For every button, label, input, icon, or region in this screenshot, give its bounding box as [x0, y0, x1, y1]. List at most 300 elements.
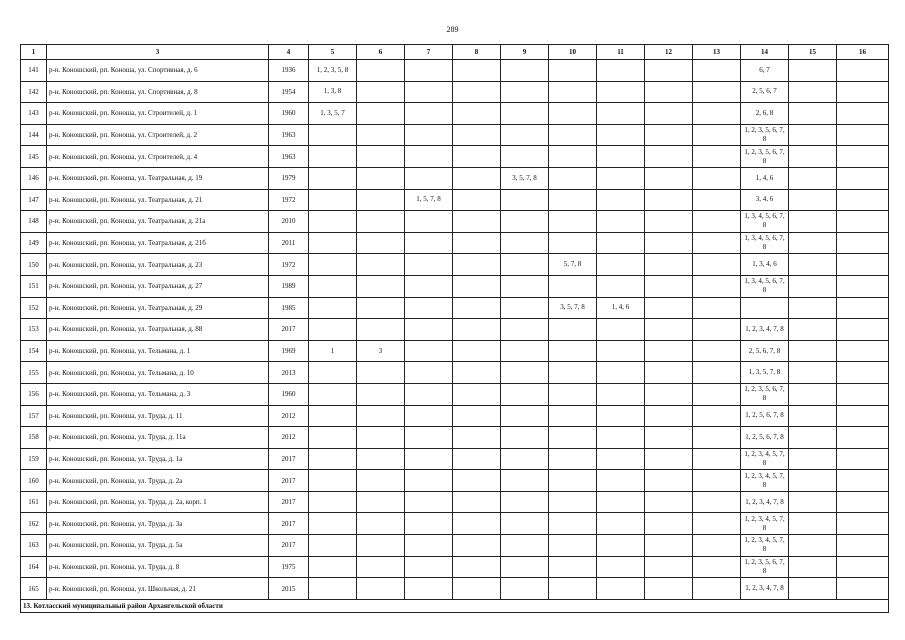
value-cell — [501, 103, 549, 125]
value-cell — [309, 513, 357, 535]
value-cell — [837, 340, 889, 362]
value-cell — [837, 470, 889, 492]
year-cell: 1960 — [269, 103, 309, 125]
table-row — [21, 124, 889, 146]
value-cell — [309, 556, 357, 578]
value-cell — [837, 362, 889, 384]
value-cell — [309, 167, 357, 189]
row-number-cell: 154 — [21, 340, 47, 362]
row-number-cell: 165 — [21, 578, 47, 600]
value-cell — [837, 448, 889, 470]
value-cell: 2, 6, 8 — [741, 103, 789, 125]
value-cell — [789, 491, 837, 513]
value-cell — [789, 513, 837, 535]
value-cell — [357, 319, 405, 341]
value-cell — [645, 427, 693, 449]
value-cell — [645, 297, 693, 319]
value-cell — [645, 232, 693, 254]
year-cell: 2015 — [269, 578, 309, 600]
value-cell — [645, 491, 693, 513]
column-header: 13 — [693, 45, 741, 60]
address-cell: р-н. Коношский, рп. Коноша, ул. Спортивная, д. 8 — [47, 81, 269, 103]
table-row — [21, 232, 889, 254]
value-cell — [405, 448, 453, 470]
value-cell — [741, 297, 789, 319]
value-cell — [693, 491, 741, 513]
row-number-cell: 142 — [21, 81, 47, 103]
value-cell — [309, 362, 357, 384]
year-cell: 2012 — [269, 427, 309, 449]
value-cell: 3, 5, 7, 8 — [501, 167, 549, 189]
value-cell — [405, 405, 453, 427]
table-row — [21, 297, 889, 319]
value-cell — [501, 319, 549, 341]
value-cell — [453, 535, 501, 557]
column-header: 10 — [549, 45, 597, 60]
value-cell — [309, 578, 357, 600]
value-cell: 1, 3, 4, 5, 6, 7, 8 — [741, 232, 789, 254]
value-cell — [645, 81, 693, 103]
year-cell: 1985 — [269, 297, 309, 319]
row-number-cell: 155 — [21, 362, 47, 384]
value-cell — [693, 254, 741, 276]
year-cell: 2010 — [269, 211, 309, 233]
value-cell — [453, 189, 501, 211]
value-cell — [789, 297, 837, 319]
value-cell — [789, 405, 837, 427]
value-cell — [549, 491, 597, 513]
value-cell — [405, 556, 453, 578]
column-header: 3 — [47, 45, 269, 60]
value-cell: 1, 2, 3, 5, 6, 7, 8 — [741, 556, 789, 578]
value-cell: 3, 4, 6 — [741, 189, 789, 211]
value-cell — [645, 578, 693, 600]
table-row — [21, 491, 889, 513]
value-cell — [549, 167, 597, 189]
value-cell: 1, 2, 3, 4, 5, 7, 8 — [741, 470, 789, 492]
value-cell — [597, 448, 645, 470]
table-row — [21, 275, 889, 297]
year-cell: 1969 — [269, 340, 309, 362]
value-cell — [501, 60, 549, 82]
value-cell: 1, 3, 8 — [309, 81, 357, 103]
value-cell — [837, 513, 889, 535]
column-header: 6 — [357, 45, 405, 60]
year-cell: 2013 — [269, 362, 309, 384]
value-cell — [453, 211, 501, 233]
address-cell: р-н. Коношский, рп. Коноша, ул. Школьная, д. 21 — [47, 578, 269, 600]
row-number-cell: 148 — [21, 211, 47, 233]
value-cell — [357, 254, 405, 276]
value-cell — [837, 60, 889, 82]
value-cell — [597, 60, 645, 82]
value-cell — [501, 556, 549, 578]
year-cell: 1960 — [269, 383, 309, 405]
column-header: 11 — [597, 45, 645, 60]
value-cell — [645, 535, 693, 557]
value-cell — [357, 513, 405, 535]
table-row — [21, 167, 889, 189]
value-cell: 5, 7, 8 — [549, 254, 597, 276]
value-cell — [597, 427, 645, 449]
value-cell — [693, 297, 741, 319]
address-cell: р-н. Коношский, рп. Коноша, ул. Театральная, д. 27 — [47, 275, 269, 297]
value-cell — [549, 383, 597, 405]
table-row — [21, 81, 889, 103]
value-cell — [789, 427, 837, 449]
value-cell — [693, 275, 741, 297]
value-cell — [693, 103, 741, 125]
value-cell — [309, 189, 357, 211]
value-cell — [501, 578, 549, 600]
value-cell — [693, 405, 741, 427]
value-cell — [837, 383, 889, 405]
value-cell — [789, 81, 837, 103]
value-cell — [549, 81, 597, 103]
value-cell — [549, 405, 597, 427]
value-cell — [501, 275, 549, 297]
column-header: 7 — [405, 45, 453, 60]
value-cell — [309, 297, 357, 319]
value-cell — [501, 405, 549, 427]
value-cell — [501, 297, 549, 319]
value-cell — [597, 535, 645, 557]
value-cell — [453, 362, 501, 384]
value-cell — [309, 535, 357, 557]
value-cell: 1, 2, 3, 5, 8 — [309, 60, 357, 82]
value-cell — [645, 124, 693, 146]
year-cell: 2017 — [269, 491, 309, 513]
value-cell — [453, 556, 501, 578]
value-cell — [405, 362, 453, 384]
address-cell: р-н. Коношский, рп. Коноша, ул. Театральная, д. 21б — [47, 232, 269, 254]
value-cell: 1, 4, 6 — [597, 297, 645, 319]
value-cell — [357, 103, 405, 125]
value-cell — [405, 491, 453, 513]
value-cell — [549, 362, 597, 384]
value-cell — [549, 103, 597, 125]
section-heading-row — [21, 599, 889, 612]
table-row — [21, 340, 889, 362]
value-cell — [357, 535, 405, 557]
value-cell — [837, 254, 889, 276]
row-number-cell: 151 — [21, 275, 47, 297]
value-cell: 1, 2, 3, 5, 6, 7, 8 — [741, 383, 789, 405]
value-cell — [597, 383, 645, 405]
value-cell — [357, 124, 405, 146]
column-header: 8 — [453, 45, 501, 60]
table-row — [21, 578, 889, 600]
value-cell — [693, 60, 741, 82]
value-cell: 1, 3, 4, 5, 6, 7, 8 — [741, 275, 789, 297]
value-cell — [309, 124, 357, 146]
value-cell — [453, 297, 501, 319]
year-cell: 1975 — [269, 556, 309, 578]
value-cell — [453, 340, 501, 362]
value-cell: 2, 5, 6, 7, 8 — [741, 340, 789, 362]
row-number-cell: 162 — [21, 513, 47, 535]
value-cell — [789, 232, 837, 254]
value-cell — [789, 340, 837, 362]
value-cell — [309, 383, 357, 405]
value-cell: 2, 5, 6, 7 — [741, 81, 789, 103]
value-cell — [501, 513, 549, 535]
address-cell: р-н. Коношский, рп. Коноша, ул. Тельмана, д. 10 — [47, 362, 269, 384]
row-number-cell: 163 — [21, 535, 47, 557]
value-cell — [357, 556, 405, 578]
value-cell — [501, 81, 549, 103]
value-cell — [405, 103, 453, 125]
value-cell — [501, 189, 549, 211]
address-cell: р-н. Коношский, рп. Коноша, ул. Строителей, д. 2 — [47, 124, 269, 146]
row-number-cell: 153 — [21, 319, 47, 341]
value-cell — [837, 189, 889, 211]
value-cell — [453, 81, 501, 103]
row-number-cell: 157 — [21, 405, 47, 427]
value-cell: 1, 2, 5, 6, 7, 8 — [741, 405, 789, 427]
value-cell — [405, 470, 453, 492]
value-cell — [549, 513, 597, 535]
value-cell — [309, 448, 357, 470]
value-cell — [597, 211, 645, 233]
value-cell — [309, 232, 357, 254]
value-cell — [549, 556, 597, 578]
value-cell — [837, 167, 889, 189]
value-cell — [549, 189, 597, 211]
value-cell — [645, 275, 693, 297]
value-cell: 1, 2, 5, 6, 7, 8 — [741, 427, 789, 449]
row-number-cell: 164 — [21, 556, 47, 578]
value-cell — [645, 362, 693, 384]
table-row — [21, 60, 889, 82]
value-cell — [789, 556, 837, 578]
value-cell — [693, 427, 741, 449]
column-header: 5 — [309, 45, 357, 60]
value-cell — [357, 470, 405, 492]
year-cell: 1989 — [269, 275, 309, 297]
address-cell: р-н. Коношский, рп. Коноша, ул. Труда, д. 11а — [47, 427, 269, 449]
value-cell — [357, 383, 405, 405]
value-cell — [309, 275, 357, 297]
value-cell — [405, 167, 453, 189]
value-cell — [309, 491, 357, 513]
value-cell — [693, 189, 741, 211]
value-cell — [837, 146, 889, 168]
year-cell: 2011 — [269, 232, 309, 254]
value-cell — [453, 491, 501, 513]
value-cell — [789, 124, 837, 146]
address-cell: р-н. Коношский, рп. Коноша, ул. Театральная, д. 21а — [47, 211, 269, 233]
year-cell: 2017 — [269, 448, 309, 470]
value-cell — [549, 275, 597, 297]
year-cell: 1972 — [269, 254, 309, 276]
value-cell — [549, 578, 597, 600]
value-cell: 1, 2, 3, 4, 7, 8 — [741, 491, 789, 513]
value-cell — [693, 362, 741, 384]
value-cell — [597, 470, 645, 492]
value-cell — [309, 427, 357, 449]
page-number: 289 — [446, 25, 459, 34]
value-cell — [405, 275, 453, 297]
value-cell: 1, 2, 3, 4, 7, 8 — [741, 319, 789, 341]
value-cell — [453, 383, 501, 405]
value-cell — [645, 211, 693, 233]
value-cell — [309, 211, 357, 233]
value-cell — [597, 81, 645, 103]
value-cell — [405, 297, 453, 319]
value-cell — [453, 254, 501, 276]
value-cell — [405, 81, 453, 103]
value-cell — [837, 405, 889, 427]
year-cell: 1963 — [269, 146, 309, 168]
value-cell — [501, 254, 549, 276]
value-cell — [597, 232, 645, 254]
value-cell — [501, 211, 549, 233]
value-cell — [597, 275, 645, 297]
value-cell — [645, 254, 693, 276]
column-header: 15 — [789, 45, 837, 60]
value-cell — [789, 189, 837, 211]
value-cell — [597, 491, 645, 513]
table-row — [21, 211, 889, 233]
value-cell — [645, 470, 693, 492]
value-cell — [501, 232, 549, 254]
value-cell — [357, 297, 405, 319]
value-cell — [405, 60, 453, 82]
year-cell: 2017 — [269, 319, 309, 341]
value-cell — [453, 124, 501, 146]
value-cell — [645, 103, 693, 125]
value-cell — [597, 362, 645, 384]
row-number-cell: 147 — [21, 189, 47, 211]
value-cell — [837, 124, 889, 146]
value-cell — [549, 60, 597, 82]
row-number-cell: 143 — [21, 103, 47, 125]
value-cell — [357, 578, 405, 600]
value-cell — [405, 513, 453, 535]
row-number-cell: 158 — [21, 427, 47, 449]
value-cell — [837, 427, 889, 449]
value-cell — [789, 470, 837, 492]
value-cell — [789, 146, 837, 168]
value-cell — [357, 448, 405, 470]
row-number-cell: 141 — [21, 60, 47, 82]
value-cell — [645, 340, 693, 362]
value-cell: 3, 5, 7, 8 — [549, 297, 597, 319]
value-cell — [309, 146, 357, 168]
value-cell — [693, 556, 741, 578]
table-row — [21, 427, 889, 449]
value-cell — [453, 167, 501, 189]
value-cell — [453, 427, 501, 449]
value-cell — [645, 146, 693, 168]
table-row — [21, 189, 889, 211]
address-cell: р-н. Коношский, рп. Коноша, ул. Театральная, д. 29 — [47, 297, 269, 319]
value-cell — [549, 535, 597, 557]
value-cell — [501, 491, 549, 513]
value-cell — [693, 535, 741, 557]
row-number-cell: 149 — [21, 232, 47, 254]
value-cell — [597, 124, 645, 146]
value-cell — [501, 448, 549, 470]
value-cell: 1, 3, 4, 6 — [741, 254, 789, 276]
value-cell — [597, 340, 645, 362]
address-cell: р-н. Коношский, рп. Коноша, ул. Труда, д. 2а, корп. 1 — [47, 491, 269, 513]
value-cell — [645, 319, 693, 341]
value-cell — [549, 211, 597, 233]
value-cell — [549, 448, 597, 470]
value-cell — [453, 146, 501, 168]
value-cell — [405, 211, 453, 233]
value-cell — [789, 448, 837, 470]
value-cell — [789, 167, 837, 189]
column-header: 1 — [21, 45, 47, 60]
value-cell — [789, 254, 837, 276]
address-cell: р-н. Коношский, рп. Коноша, ул. Строителей, д. 4 — [47, 146, 269, 168]
value-cell — [693, 340, 741, 362]
value-cell — [693, 211, 741, 233]
column-header: 12 — [645, 45, 693, 60]
value-cell — [645, 167, 693, 189]
value-cell — [453, 103, 501, 125]
value-cell — [501, 383, 549, 405]
value-cell — [693, 232, 741, 254]
year-cell: 2017 — [269, 535, 309, 557]
row-number-cell: 160 — [21, 470, 47, 492]
address-cell: р-н. Коношский, рп. Коноша, ул. Спортивная, д. 6 — [47, 60, 269, 82]
value-cell — [549, 427, 597, 449]
value-cell — [645, 513, 693, 535]
value-cell — [357, 362, 405, 384]
value-cell — [837, 578, 889, 600]
value-cell — [357, 491, 405, 513]
value-cell — [357, 60, 405, 82]
value-cell — [453, 578, 501, 600]
data-table — [20, 44, 889, 613]
value-cell: 1, 3, 5, 7, 8 — [741, 362, 789, 384]
value-cell — [789, 211, 837, 233]
value-cell: 1, 2, 3, 4, 7, 8 — [741, 578, 789, 600]
value-cell — [357, 427, 405, 449]
value-cell — [645, 383, 693, 405]
column-header: 16 — [837, 45, 889, 60]
value-cell — [789, 319, 837, 341]
table-row — [21, 513, 889, 535]
address-cell: р-н. Коношский, рп. Коноша, ул. Труда, д. 11 — [47, 405, 269, 427]
value-cell — [453, 232, 501, 254]
value-cell — [453, 405, 501, 427]
value-cell — [405, 146, 453, 168]
value-cell — [693, 124, 741, 146]
value-cell — [837, 232, 889, 254]
value-cell: 1, 3, 5, 7 — [309, 103, 357, 125]
value-cell — [549, 146, 597, 168]
value-cell — [501, 427, 549, 449]
value-cell — [405, 340, 453, 362]
address-cell: р-н. Коношский, рп. Коноша, ул. Театральная, д. 19 — [47, 167, 269, 189]
year-cell: 2017 — [269, 470, 309, 492]
year-cell: 1936 — [269, 60, 309, 82]
column-header: 9 — [501, 45, 549, 60]
value-cell — [501, 124, 549, 146]
table-header-row — [21, 45, 889, 60]
value-cell — [693, 167, 741, 189]
value-cell — [837, 275, 889, 297]
value-cell — [405, 232, 453, 254]
value-cell — [693, 146, 741, 168]
address-cell: р-н. Коношский, рп. Коноша, ул. Тельмана, д. 3 — [47, 383, 269, 405]
value-cell — [357, 189, 405, 211]
